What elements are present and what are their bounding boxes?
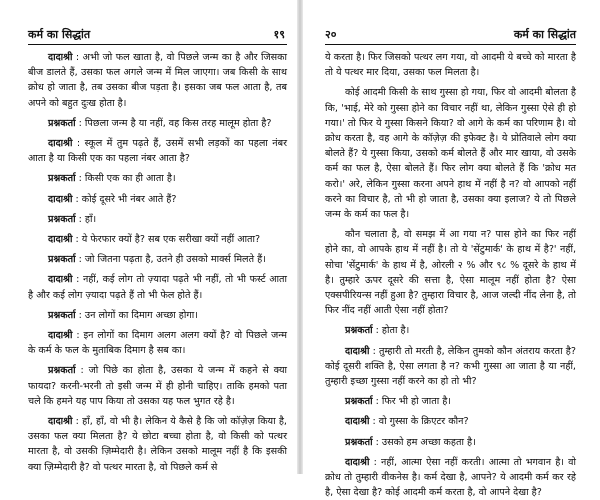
dialogue-paragraph <box>28 252 287 267</box>
right-header-title: कर्म का सिद्धांत <box>513 28 576 41</box>
dialogue-paragraph <box>28 116 287 131</box>
dialogue-text: : फिर भी हो जाता है। <box>372 396 452 408</box>
speaker-label: प्रश्नकर्ता <box>48 254 76 266</box>
left-page-body <box>28 50 287 475</box>
dialogue-paragraph <box>325 414 576 429</box>
speaker-label: प्रश्नकर्ता <box>345 436 373 448</box>
right-page-number: २० <box>325 28 337 41</box>
dialogue-paragraph <box>325 344 576 390</box>
dialogue-paragraph <box>325 323 576 338</box>
dialogue-text: : पिछला जन्म है या नहीं, वह किस तरह मालूम होता है? <box>75 117 272 129</box>
right-page-body <box>325 50 576 500</box>
speaker-label: प्रश्नकर्ता <box>48 213 76 225</box>
speaker-label: प्रश्नकर्ता <box>345 396 373 408</box>
narrative-paragraph <box>325 227 576 318</box>
speaker-label: दादाश्री <box>345 456 370 468</box>
speaker-label: दादाश्री <box>48 274 73 286</box>
dialogue-paragraph <box>325 394 576 409</box>
dialogue-text: : वो गुस्सा के क्रिएटर कौन? <box>369 416 469 428</box>
speaker-label: प्रश्नकर्ता <box>48 117 76 129</box>
speaker-label: प्रश्नकर्ता <box>345 325 373 337</box>
dialogue-paragraph <box>28 328 287 358</box>
narrative-text: कौन चलाता है, वो समझ में आ गया न? पास होने का फिर नहीं होने का, वो आपके हाथ में नहीं है। तो ये 'सेंटुमार्क' के हाथ में है?' नहीं, सोचा 'सेंटुमार्क' के हाथ में है, ओरली २ % और ९८ % दूसरे के हाथ में है। तुम्हारे ऊपर दूसरे की सत्ता है, ऐसा मालूम नहीं होता है? ऐसा एक्सपीरियन्स नहीं हुआ है? तुम्हारा विचार है, आज जल्दी नींद लेना है, तो फिर नींद नहीं आती ऐसा नहीं होता? <box>325 229 576 317</box>
dialogue-text: : नहीं, कई लोग तो ज़्यादा पढ़ते भी नहीं, तो भी फर्स्ट आता है और कई लोग ज़्यादा पढ़ते हैं तो भी फेल होते हैं। <box>28 274 287 301</box>
dialogue-paragraph <box>28 232 287 247</box>
dialogue-text: : हाँ। <box>75 213 97 225</box>
dialogue-text: : उसको हम अच्छा कहता है। <box>372 436 476 448</box>
dialogue-paragraph <box>28 272 287 302</box>
speaker-label: दादाश्री <box>48 330 73 342</box>
speaker-label: दादाश्री <box>345 416 370 428</box>
dialogue-text: : कोई दूसरे भी नंबर आते हैं? <box>72 193 177 205</box>
dialogue-paragraph <box>28 308 287 323</box>
dialogue-paragraph <box>28 192 287 207</box>
dialogue-text: : उन लोगों का दिमाग अच्छा होगा। <box>75 309 198 321</box>
left-header-title: कर्म का सिद्धांत <box>28 28 91 41</box>
dialogue-paragraph <box>325 455 576 500</box>
dialogue-paragraph <box>28 414 287 475</box>
left-page <box>0 0 297 474</box>
dialogue-paragraph <box>28 171 287 186</box>
dialogue-text: : तुम्हारी तो मरती है, लेकिन तुमको कौन अंतराय करता है? कोई दूसरी शक्ति है, ऐसा लगता है न? कभी गुस्सा आ जाता है या नहीं, तुम्हारी इच्छा गुस्सा नहीं करने का हो तो भी? <box>325 345 576 388</box>
dialogue-text: : जो पिछे का होता है, उसका ये जन्म में कहने से क्या फायदा? करनी-भरनी तो इसी जन्म में ही होनी चाहिए। ताकि हमको पता चले कि हमने यह पाप किया तो उसका यह फल भुगत रहे है। <box>28 365 287 407</box>
dialogue-paragraph <box>325 435 576 450</box>
speaker-label: दादाश्री <box>48 52 73 63</box>
speaker-label: दादाश्री <box>48 138 73 150</box>
dialogue-text: : ये फेरफार क्यों है? सब एक सरीखा क्यों नहीं आता? <box>72 234 261 246</box>
dialogue-text: : नहीं, आत्मा ऐसा नहीं करती। आत्मा तो भगवान है। वो क्रोध तो तुम्हारी वीकनेस है। कर्म देखा है, आपने? ये आदमी कर्म कर रहे है, ऐसा देखा है? कोई आदमी कर्म करता है, वो आपने देखा है? <box>325 456 576 499</box>
speaker-label: दादाश्री <box>48 234 73 246</box>
speaker-label: दादाश्री <box>48 193 73 205</box>
right-page <box>303 0 600 499</box>
dialogue-text: : किसी एक का ही आता है। <box>75 173 176 185</box>
dialogue-text: : जो जितना पढ़ता है, उतने ही उसको मार्क्स मिलते हैं। <box>75 254 266 266</box>
dialogue-text: : स्कूल में तुम पढ़ते हैं, उसमें सभी लड़कों का पहला नंबर आता है या किसी एक का पहला नंबर आता है? <box>28 138 287 165</box>
narrative-paragraph <box>325 50 576 80</box>
dialogue-text: : अभी जो फल खाता है, वो पिछले जन्म का है और जिसका बीज डालते हैं, उसका फल अगले जन्म में मिल जाएगा। जब किसी के साथ क्रोध हो जाता है, तब उसका बीज पड़ता है। इसका जब फल आता है, तब अपने को बहुत दुःख होता है। <box>28 52 287 109</box>
narrative-text: कोई आदमी किसी के साथ गुस्सा हो गया, फिर वो आदमी बोलता है कि, 'भाई, मेरे को गुस्सा होने का विचार नहीं था, लेकिन गुस्सा ऐसे ही हो गया।' तो फिर ये गुस्सा किसने किया? वो आगे के कर्म का परिणाम है। वो क्रोध करता है, वह आगे के कॉज़ेज़ की इफेक्ट है। ये प्रोतिवाले लोग क्या बोलते हैं? ये गुस्सा किया, उसको कर्म बोलते हैं और मार खाया, वो उसके कर्म का फल है, ऐसा बोलते हैं। फिर लोग क्या बोलते हैं कि 'क्रोध मत करो।' अरे, लेकिन गुस्सा करना अपने हाथ में नहीं है न? वो आपको नहीं करने का विचार है, तो भी हो जाता है, उसका क्या इलाज? ये तो पिछले जन्म के कर्म का फल है। <box>325 87 576 221</box>
dialogue-paragraph <box>28 363 287 409</box>
speaker-label: दादाश्री <box>48 416 73 428</box>
dialogue-paragraph <box>28 50 287 111</box>
speaker-label: प्रश्नकर्ता <box>48 365 76 377</box>
dialogue-text: : हाँ, हाँ, वो भी है। लेकिन ये कैसे है कि जो कॉज़ेज़ किया है, उसका फल क्या मिलता है? ये छोटा बच्चा होता है, वो किसी को पत्थर मारता है, वो उसकी ज़िम्मेदारी है। लेकिन उसको मालूम नहीं है कि इसकी क्या ज़िम्मेदारी है? वो पत्थर मारता है, वो पिछले कर्म से <box>28 416 287 473</box>
speaker-label: प्रश्नकर्ता <box>48 309 76 321</box>
dialogue-text: : होता है। <box>372 325 410 337</box>
dialogue-paragraph <box>28 212 287 227</box>
speaker-label: दादाश्री <box>345 345 370 357</box>
narrative-text: ये करता है। फिर जिसको पत्थर लग गया, वो आदमी ये बच्चे को मारता है तो ये पत्थर मार दिया, उसका फल मिलता है। <box>325 52 576 79</box>
dialogue-paragraph <box>28 136 287 166</box>
right-page-header <box>325 24 576 45</box>
dialogue-text: : इन लोगों का दिमाग अलग अलग क्यों है? वो पिछले जन्म के कर्म के फल के मुताबिक दिमाग है सब का। <box>28 330 287 357</box>
left-page-number: १९ <box>273 28 285 41</box>
speaker-label: प्रश्नकर्ता <box>48 173 76 185</box>
narrative-paragraph <box>325 85 576 222</box>
left-page-header <box>28 24 287 45</box>
